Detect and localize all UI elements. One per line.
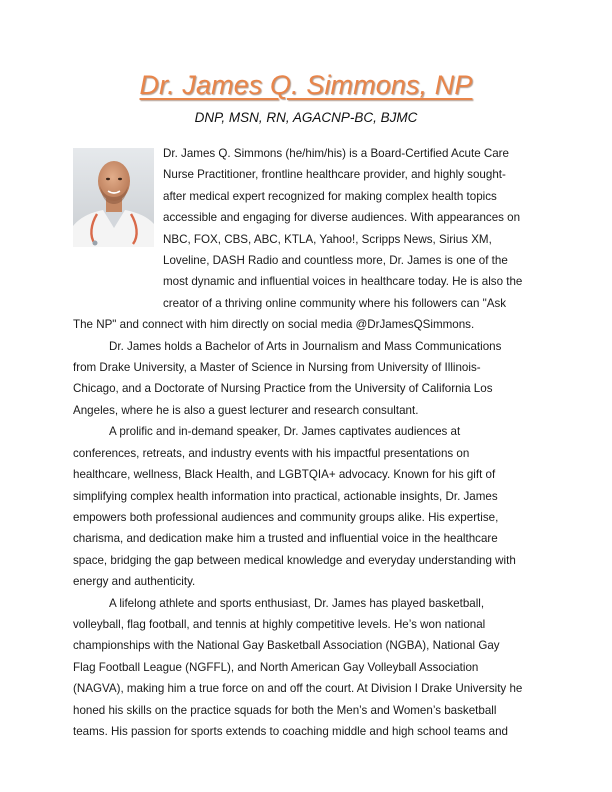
bio-paragraph-2: Dr. James holds a Bachelor of Arts in Journalism and Mass Communications from Drake University, a Master of Science in Nursing from University of Illinois-Chicago, and a Doctorate of Nursing Practice from the University of California Los Angeles, where he is also a guest lecturer and research consultant. [73, 339, 502, 417]
credentials-line: DNP, MSN, RN, AGACNP-BC, BJMC [194, 110, 418, 125]
bio-text [73, 143, 525, 742]
photo-spacer [73, 143, 163, 295]
bio-paragraph-1: Dr. James Q. Simmons (he/him/his) is a Board-Certified Acute Care Nurse Practitioner, frontline healthcare provider, and highly sought-after medical expert recognized for making complex health topics accessible and engaging for diverse audiences. With appearances on NBC, FOX, CBS, ABC, KTLA, Yahoo!, Scripps News, Sirius XM, Loveline, DASH Radio and countless more, Dr. James is one of the most dynamic and influential voices in healthcare today. He is also the creator of a thriving online community where his followers can "Ask The NP" and connect with him directly on social media @DrJamesQSimmons. [73, 147, 523, 332]
bio-paragraph-4: A lifelong athlete and sports enthusiast, Dr. James has played basketball, volleyball, flag football, and tennis at highly competitive levels. He’s won national championships with the National Gay Basketball Association (NGBA), National Gay Flag Football League (NGFFL), and North American Gay Volleyball Association (NAGVA), making him a true force on and off the court. At Division I Drake University he honed his skills on the practice squads for both the Men’s and Women’s basketball teams. His passion for sports extends to coaching middle and high school teams and [73, 596, 523, 738]
bio-paragraph-3: A prolific and in-demand speaker, Dr. James captivates audiences at conferences, retreats, and industry events with his impactful presentations on healthcare, wellness, Black Health, and LGBTQIA+ advocacy. Known for his gift of simplifying complex health information into practical, actionable insights, Dr. James empowers both professional audiences and community groups alike. His expertise, charisma, and dedication make him a trusted and influential voice in the healthcare space, bridging the gap between medical knowledge and everyday understanding with energy and authenticity. [73, 425, 516, 589]
page-title: Dr. James Q. Simmons, NP [139, 70, 473, 100]
